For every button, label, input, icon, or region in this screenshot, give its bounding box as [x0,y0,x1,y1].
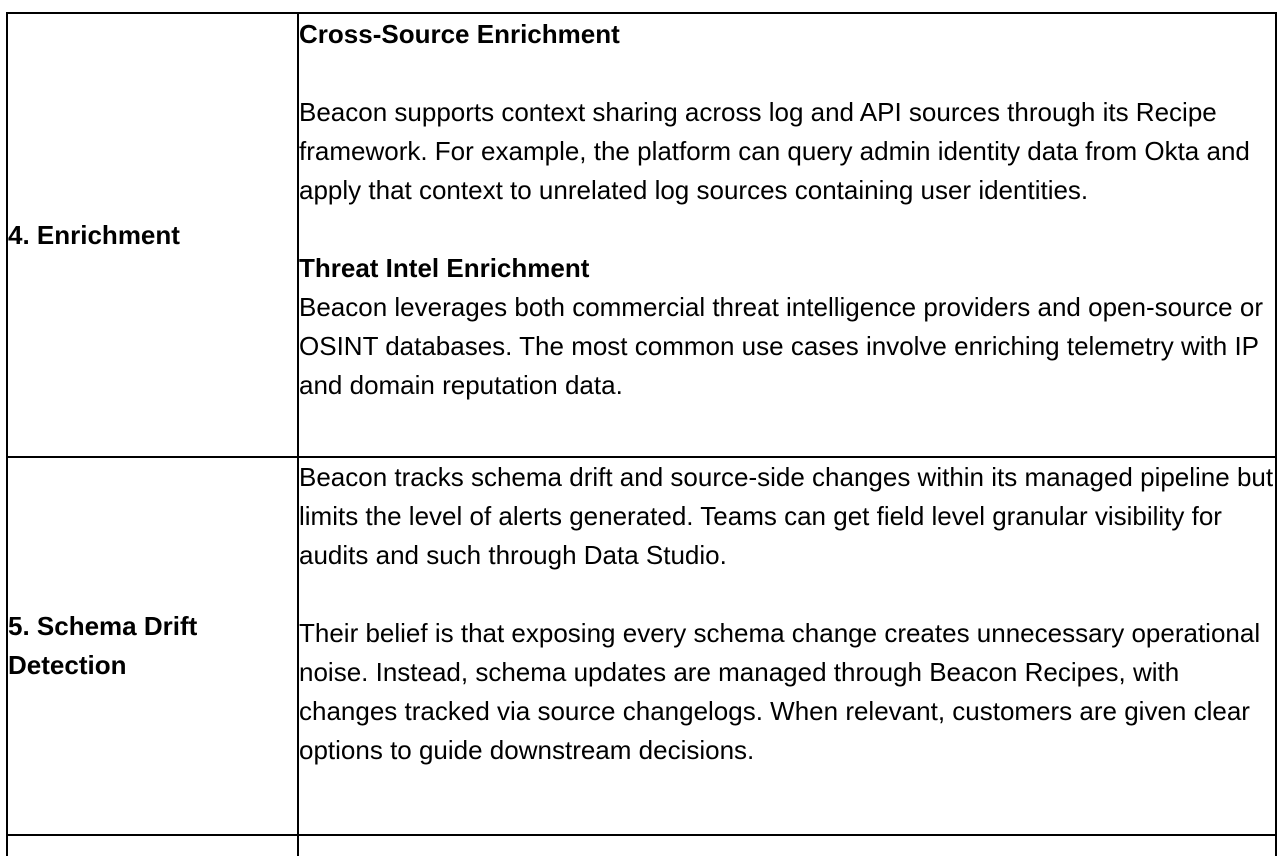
row-label: 4. Enrichment [7,13,298,457]
row-content-cut [298,835,1276,856]
row-label: 5. Schema Drift Detection [7,457,298,835]
row-label-cut [7,835,298,856]
paragraph: Their belief is that exposing every schema change creates unnecessary operational noise. Instead, schema updates are managed through Beacon Recipes, with changes tracked via source changelogs. When relevant, customers are given clear options to guide downstream decisions. [299,618,1261,765]
spacer [299,210,1275,249]
paragraph: Beacon tracks schema drift and source-side changes within its managed pipeline but limits the level of alerts generated. Teams can get field level granular visibility for audits and such through Data Studio. [299,462,1274,570]
row-content [298,13,1276,457]
section-text: Beacon supports context sharing across log and API sources through its Recipe framework. For example, the platform can query admin identity data from Okta and apply that context to unrelated log sources containing user identities. [299,97,1250,205]
table-row-next [7,835,1276,856]
spacer [299,54,1275,93]
comparison-table [6,12,1277,856]
section-heading: Threat Intel Enrichment [299,253,590,283]
section-text: Beacon leverages both commercial threat intelligence providers and open-source or OSINT databases. The most common use cases involve enriching telemetry with IP and domain reputation data. [299,292,1263,400]
table-row-enrichment [7,13,1276,457]
table-row-schema-drift [7,457,1276,835]
spacer [299,575,1275,614]
row-content [298,457,1276,835]
section-heading: Cross-Source Enrichment [299,19,620,49]
